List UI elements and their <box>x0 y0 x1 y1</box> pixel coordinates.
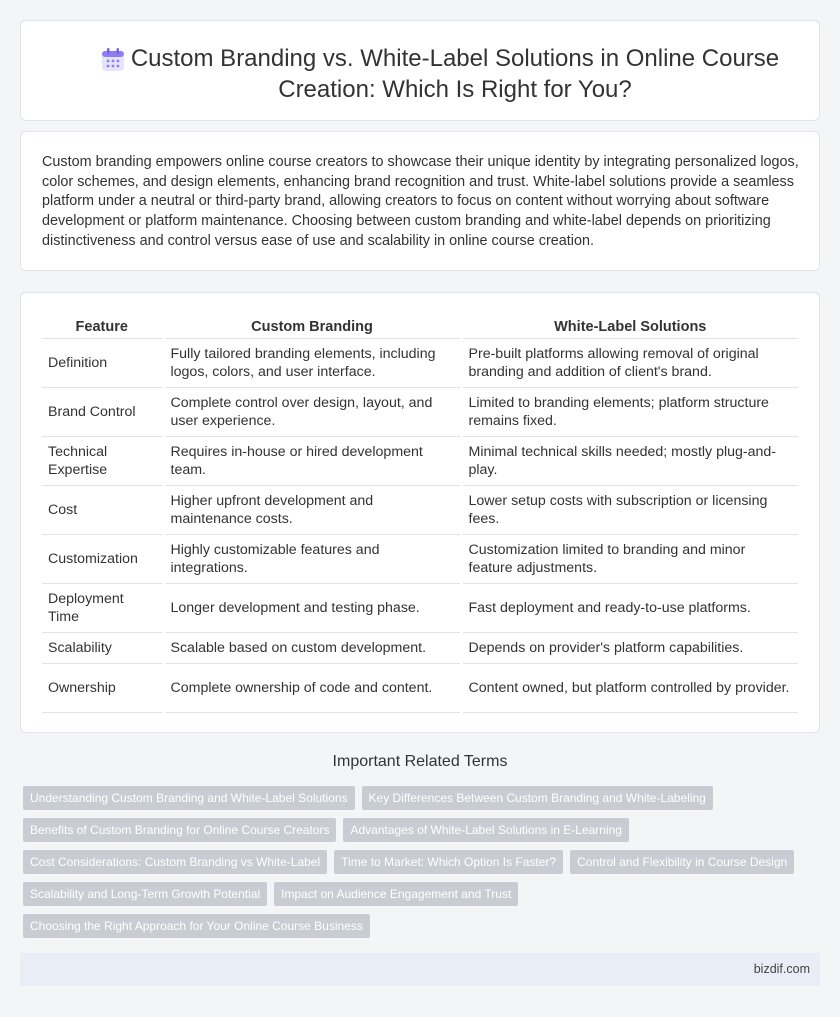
white-label-cell: Depends on provider's platform capabilities. <box>461 632 798 663</box>
table-row <box>42 583 798 632</box>
header-card <box>20 20 820 121</box>
footer <box>20 953 820 986</box>
intro-paragraph: Custom branding empowers online course creators to showcase their unique identity by integrating personalized logos, color schemes, and design elements, enhancing brand recognition and trust. White-label solutions provide a seamless platform under a neutral or third-party brand, allowing creators to focus on content without worrying about software development or platform maintenance. Choosing between custom branding and white-label depends on prioritizing distinctiveness and control versus ease of use and scalability in online course creation. <box>42 154 799 249</box>
table-row <box>42 387 798 436</box>
related-term-tag[interactable]: Time to Market: Which Option Is Faster? <box>334 850 563 874</box>
table-row <box>42 485 798 534</box>
comparison-table <box>42 314 798 713</box>
feature-cell: Definition <box>42 338 163 387</box>
white-label-cell: Customization limited to branding and minor feature adjustments. <box>461 534 798 583</box>
custom-branding-cell: Requires in-house or hired development team. <box>163 436 461 485</box>
custom-branding-cell: Fully tailored branding elements, including logos, colors, and user interface. <box>163 338 461 387</box>
table-row <box>42 534 798 583</box>
white-label-cell: Content owned, but platform controlled by provider. <box>461 663 798 712</box>
comparison-table-card <box>20 292 820 733</box>
custom-branding-cell: Higher upfront development and maintenance costs. <box>163 485 461 534</box>
feature-cell: Brand Control <box>42 387 163 436</box>
column-header-feature: Feature <box>42 314 163 338</box>
related-term-tag[interactable]: Scalability and Long-Term Growth Potential <box>23 882 267 906</box>
custom-branding-cell: Complete ownership of code and content. <box>163 663 461 712</box>
related-term-tag[interactable]: Choosing the Right Approach for Your Online Course Business <box>23 914 370 938</box>
feature-cell: Ownership <box>42 663 163 712</box>
footer-site-link[interactable]: bizdif.com <box>753 962 810 976</box>
table-row <box>42 436 798 485</box>
related-terms-tags <box>23 786 803 946</box>
feature-cell: Deployment Time <box>42 583 163 632</box>
related-term-tag[interactable]: Advantages of White-Label Solutions in E-Learning <box>343 818 629 842</box>
feature-cell: Scalability <box>42 632 163 663</box>
custom-branding-cell: Complete control over design, layout, and user experience. <box>163 387 461 436</box>
related-term-tag[interactable]: Control and Flexibility in Course Design <box>570 850 794 874</box>
related-term-tag[interactable]: Cost Considerations: Custom Branding vs White-Label <box>23 850 327 874</box>
intro-card <box>20 131 820 271</box>
custom-branding-cell: Longer development and testing phase. <box>163 583 461 632</box>
related-term-tag[interactable]: Key Differences Between Custom Branding and White-Labeling <box>362 786 713 810</box>
custom-branding-cell: Highly customizable features and integrations. <box>163 534 461 583</box>
feature-cell: Cost <box>42 485 163 534</box>
feature-cell: Technical Expertise <box>42 436 163 485</box>
related-term-tag[interactable]: Impact on Audience Engagement and Trust <box>274 882 518 906</box>
white-label-cell: Limited to branding elements; platform structure remains fixed. <box>461 387 798 436</box>
table-row <box>42 663 798 712</box>
column-header-white-label: White-Label Solutions <box>461 314 798 338</box>
custom-branding-cell: Scalable based on custom development. <box>163 632 461 663</box>
page-title: Custom Branding vs. White-Label Solutions in Online Course Creation: Which Is Right for You? <box>130 45 780 103</box>
white-label-cell: Pre-built platforms allowing removal of original branding and addition of client's brand. <box>461 338 798 387</box>
feature-cell: Customization <box>42 534 163 583</box>
related-terms-title: Important Related Terms <box>332 753 508 770</box>
white-label-cell: Minimal technical skills needed; mostly plug-and-play. <box>461 436 798 485</box>
white-label-cell: Fast deployment and ready-to-use platforms. <box>461 583 798 632</box>
table-row <box>42 338 798 387</box>
related-term-tag[interactable]: Understanding Custom Branding and White-Label Solutions <box>23 786 355 810</box>
white-label-cell: Lower setup costs with subscription or licensing fees. <box>461 485 798 534</box>
related-term-tag[interactable]: Benefits of Custom Branding for Online Course Creators <box>23 818 336 842</box>
table-header-row <box>42 314 798 338</box>
table-row <box>42 632 798 663</box>
column-header-custom-branding: Custom Branding <box>163 314 461 338</box>
